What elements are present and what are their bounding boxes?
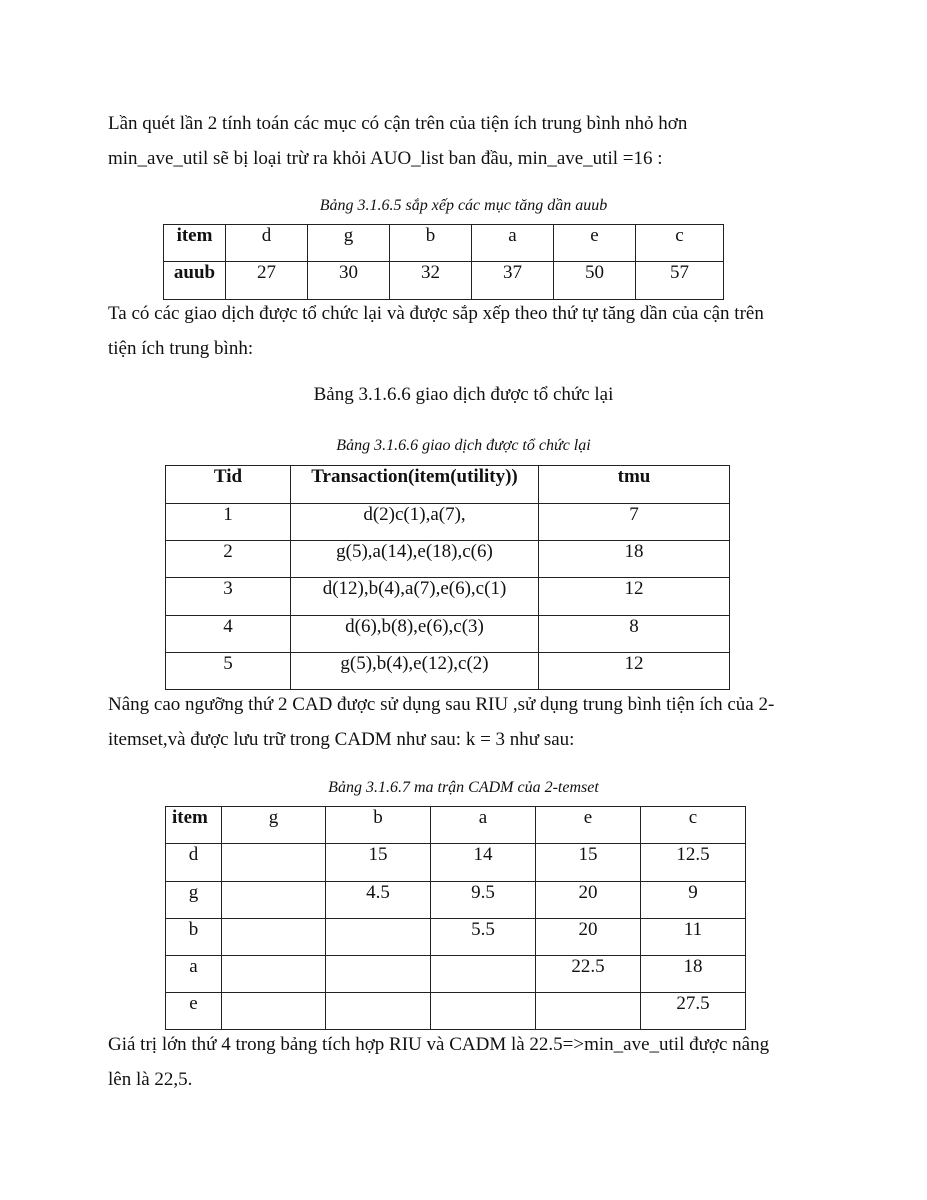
tid-cell: 5 (166, 653, 291, 690)
column-header-transaction: Transaction(item(utility)) (291, 466, 539, 504)
column-header-tid: Tid (166, 466, 291, 504)
matrix-cell: 20 (536, 919, 641, 956)
tid-cell: 4 (166, 616, 291, 653)
table-row (166, 578, 730, 616)
tmu-cell: 12 (539, 653, 730, 690)
paragraph-line: Lần quét lần 2 tính toán các mục có cận trên của tiện ích trung bình nhỏ hơn (108, 113, 688, 134)
matrix-cell (326, 919, 431, 956)
matrix-cell: 4.5 (326, 882, 431, 919)
matrix-cell (222, 844, 326, 882)
matrix-cell (222, 956, 326, 993)
matrix-cell (536, 993, 641, 1030)
matrix-cell (326, 993, 431, 1030)
row-header-auub: auub (164, 262, 226, 300)
table2-caption-plain: Bảng 3.1.6.6 giao dịch được tổ chức lại (313, 384, 614, 405)
auub-cell: 37 (472, 262, 554, 300)
table-row (166, 504, 730, 541)
paragraph-line: Nâng cao ngưỡng thứ 2 CAD được sử dụng sau RIU ,sử dụng trung bình tiện ích của 2- (108, 694, 775, 715)
item-cell: b (390, 225, 472, 262)
item-cell: c (636, 225, 724, 262)
matrix-cell (222, 919, 326, 956)
auub-cell: 57 (636, 262, 724, 300)
item-cell: e (554, 225, 636, 262)
table3-caption: Bảng 3.1.6.7 ma trận CADM của 2-temset (328, 779, 599, 796)
row-label: b (166, 919, 222, 956)
item-cell: d (226, 225, 308, 262)
table1-caption: Bảng 3.1.6.5 sắp xếp các mục tăng dần auub (319, 197, 608, 214)
table-row (166, 956, 746, 993)
paragraph-line: lên là 22,5. (108, 1069, 193, 1090)
row-label: a (166, 956, 222, 993)
matrix-cell: 22.5 (536, 956, 641, 993)
column-header: c (641, 807, 746, 844)
tmu-cell: 7 (539, 504, 730, 541)
matrix-cell: 9 (641, 882, 746, 919)
transaction-cell: g(5),a(14),e(18),c(6) (291, 541, 539, 578)
paragraph-line: min_ave_util sẽ bị loại trừ ra khỏi AUO_list ban đầu, min_ave_util =16 : (108, 148, 663, 169)
transaction-cell: d(12),b(4),a(7),e(6),c(1) (291, 578, 539, 616)
matrix-cell (222, 882, 326, 919)
column-header-tmu: tmu (539, 466, 730, 504)
tid-cell: 2 (166, 541, 291, 578)
table-row (166, 653, 730, 690)
auub-cell: 50 (554, 262, 636, 300)
column-header: e (536, 807, 641, 844)
table-row (166, 882, 746, 919)
table2-caption: Bảng 3.1.6.6 giao dịch được tổ chức lại (336, 437, 591, 454)
tmu-cell: 8 (539, 616, 730, 653)
tmu-cell: 18 (539, 541, 730, 578)
matrix-cell (222, 993, 326, 1030)
table-row (166, 616, 730, 653)
column-header: a (431, 807, 536, 844)
transaction-cell: d(6),b(8),e(6),c(3) (291, 616, 539, 653)
tmu-cell: 12 (539, 578, 730, 616)
matrix-cell (431, 956, 536, 993)
table-row (166, 541, 730, 578)
transaction-cell: d(2)c(1),a(7), (291, 504, 539, 541)
auub-cell: 30 (308, 262, 390, 300)
table-header-row (166, 466, 730, 504)
tid-cell: 3 (166, 578, 291, 616)
paragraph-line: itemset,và được lưu trữ trong CADM như sau: k = 3 như sau: (108, 729, 575, 750)
table-auub (163, 224, 724, 300)
table-row (166, 844, 746, 882)
matrix-cell (431, 993, 536, 1030)
matrix-cell: 27.5 (641, 993, 746, 1030)
matrix-cell: 18 (641, 956, 746, 993)
table-row (166, 993, 746, 1030)
matrix-cell (326, 956, 431, 993)
tid-cell: 1 (166, 504, 291, 541)
table-row (164, 262, 724, 300)
matrix-cell: 20 (536, 882, 641, 919)
matrix-cell: 9.5 (431, 882, 536, 919)
auub-cell: 27 (226, 262, 308, 300)
paragraph-line: Giá trị lớn thứ 4 trong bảng tích hợp RIU và CADM là 22.5=>min_ave_util được nâng (108, 1034, 770, 1055)
matrix-cell: 15 (326, 844, 431, 882)
column-header: b (326, 807, 431, 844)
transaction-cell: g(5),b(4),e(12),c(2) (291, 653, 539, 690)
matrix-cell: 11 (641, 919, 746, 956)
matrix-cell: 15 (536, 844, 641, 882)
matrix-cell: 14 (431, 844, 536, 882)
matrix-cell: 12.5 (641, 844, 746, 882)
item-cell: a (472, 225, 554, 262)
table-header-row (166, 807, 746, 844)
table-cadm (165, 806, 746, 1030)
table-transactions (165, 465, 730, 690)
matrix-cell: 5.5 (431, 919, 536, 956)
paragraph-line: Ta có các giao dịch được tổ chức lại và được sắp xếp theo thứ tự tăng dần của cận trên (108, 303, 764, 324)
row-label: e (166, 993, 222, 1030)
row-header-item: item (164, 225, 226, 262)
table-row (164, 225, 724, 262)
column-header: g (222, 807, 326, 844)
corner-header: item (166, 807, 222, 844)
row-label: g (166, 882, 222, 919)
row-label: d (166, 844, 222, 882)
table-row (166, 919, 746, 956)
paragraph-line: tiện ích trung bình: (108, 338, 254, 359)
item-cell: g (308, 225, 390, 262)
auub-cell: 32 (390, 262, 472, 300)
